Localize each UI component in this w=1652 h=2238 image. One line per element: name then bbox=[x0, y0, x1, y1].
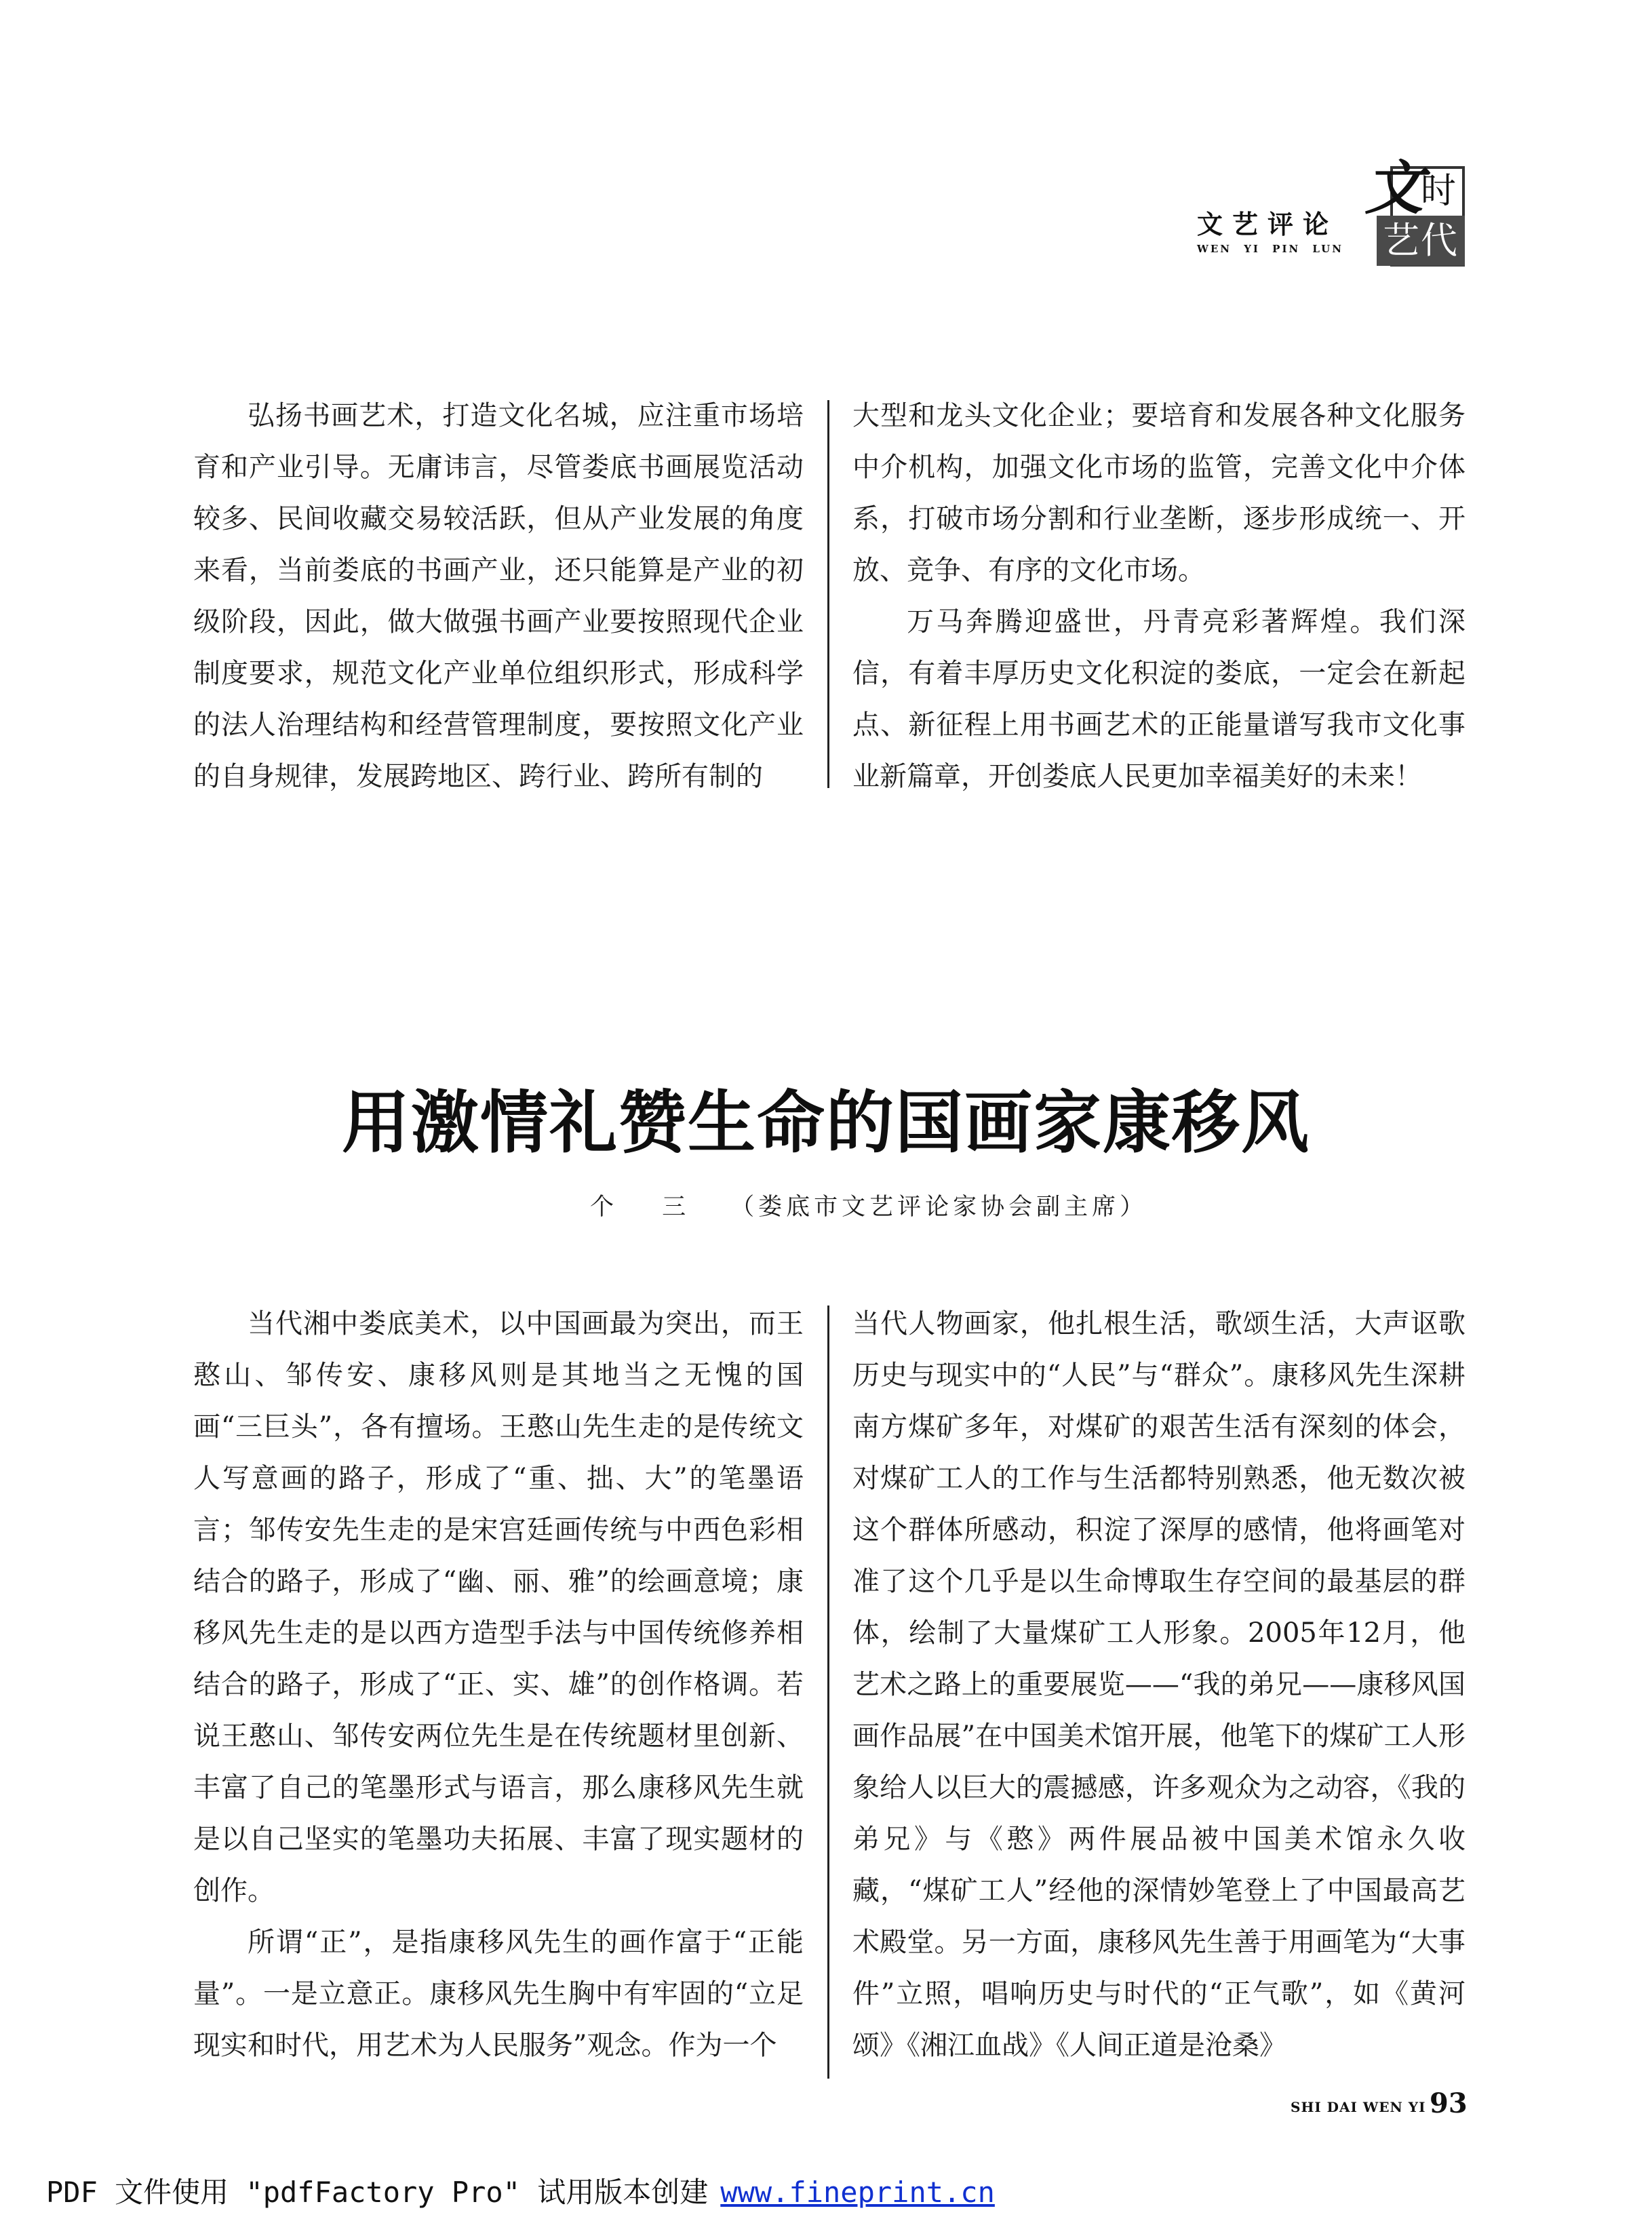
journal-name: SHI DAI WEN YI bbox=[1291, 2099, 1426, 2115]
paragraph: 大型和龙头文化企业；要培育和发展各种文化服务中介机构，加强文化市场的监管，完善文化中介体系，打破市场分割和行业垄断，逐步形成统一、开放、竞争、有序的文化市场。 bbox=[852, 400, 1466, 586]
paragraph: 当代人物画家，他扎根生活，歌颂生活，大声讴歌历史与现实中的“人民”与“群众”。康移风先生深耕南方煤矿多年，对煤矿的艰苦生活有深刻的体会，对煤矿工人的工作与生活都特别熟悉，他无数次被这个群体所感动，积淀了深厚的感情，他将画笔对准了这个几乎是以生命博取生存空间的最基层的群体，绘制了大量煤矿工人形象。2005年12月，他艺术之路上的重要展览——“我的弟兄——康移风国画作品展”在中国美术馆开展，他笔下的煤矿工人形象给人以巨大的震撼感，许多观众为之动容，《我的弟兄》与《憨》两件展品被中国美术馆永久收藏，“煤矿工人”经他的深情妙笔登上了中国最高艺术殿堂。另一方面，康移风先生善于用画笔为“大事件”立照，唱响历史与时代的“正气歌”，如《黄河颂》《湘江血战》《人间正道是沧桑》 bbox=[852, 1308, 1466, 2061]
logo-wen-calligraphy: 文 bbox=[1364, 154, 1423, 222]
article-title: 用激情礼赞生命的国画家康移风 bbox=[342, 1083, 1310, 1162]
pdf-watermark bbox=[46, 2170, 995, 2211]
author-affiliation: （娄底市文艺评论家协会副主席） bbox=[730, 1194, 1148, 1221]
logo-yidai: 艺代 bbox=[1377, 216, 1465, 266]
page-number: 93 bbox=[1430, 2087, 1468, 2119]
paragraph: 弘扬书画艺术，打造文化名城，应注重市场培育和产业引导。无庸讳言，尽管娄底书画展览活动较多、民间收藏交易较活跃，但从产业发展的角度来看，当前娄底的书画产业，还只能算是产业的初级阶段，因此，做大做强书画产业要按照现代企业制度要求，规范文化产业单位组织形式，形成科学的法人治理结构和经营管理制度，要按照文化产业的自身规律，发展跨地区、跨行业、跨所有制的 bbox=[193, 400, 804, 792]
paragraph: 万马奔腾迎盛世，丹青亮彩著辉煌。我们深信，有着丰厚历史文化积淀的娄底，一定会在新起点、新征程上用书画艺术的正能量谱写我市文化事业新篇章，开创娄底人民更加幸福美好的未来！ bbox=[852, 606, 1466, 792]
byline bbox=[590, 1188, 1147, 1222]
paragraph: 所谓“正”，是指康移风先生的画作富于“正能量”。一是立意正。康移风先生胸中有牢固的“立足现实和时代，用艺术为人民服务”观念。作为一个 bbox=[193, 1927, 804, 2061]
prev-article-left-column bbox=[193, 390, 804, 802]
watermark-text: PDF 文件使用 "pdfFactory Pro" 试用版本创建 bbox=[46, 2176, 709, 2209]
paragraph: 当代湘中娄底美术，以中国画最为突出，而王憨山、邹传安、康移风则是其地当之无愧的国画“三巨头”，各有擅场。王憨山先生走的是传统文人写意画的路子，形成了“重、拙、大”的笔墨语言；邹传安先生走的是宋宫廷画传统与中西色彩相结合的路子，形成了“幽、丽、雅”的绘画意境；康移风先生走的是以西方造型手法与中国传统修养相结合的路子，形成了“正、实、雄”的创作格调。若说王憨山、邹传安两位先生是在传统题材里创新、丰富了自己的笔墨形式与语言，那么康移风先生就是以自己坚实的笔墨功夫拓展、丰富了现实题材的创作。 bbox=[193, 1308, 804, 1906]
section-title: 文艺评论 bbox=[1197, 209, 1339, 239]
author-name: 个 三 bbox=[590, 1194, 707, 1221]
column-divider bbox=[827, 1306, 829, 2079]
watermark-link[interactable]: www.fineprint.cn bbox=[720, 2176, 995, 2209]
logo-shi: 时 bbox=[1421, 171, 1457, 212]
prev-article-right-column bbox=[852, 390, 1466, 802]
article-right-column bbox=[852, 1298, 1466, 2071]
column-divider bbox=[827, 400, 829, 788]
article-left-column bbox=[193, 1298, 804, 2071]
section-pinyin: WEN YI PIN LUN bbox=[1197, 243, 1343, 255]
